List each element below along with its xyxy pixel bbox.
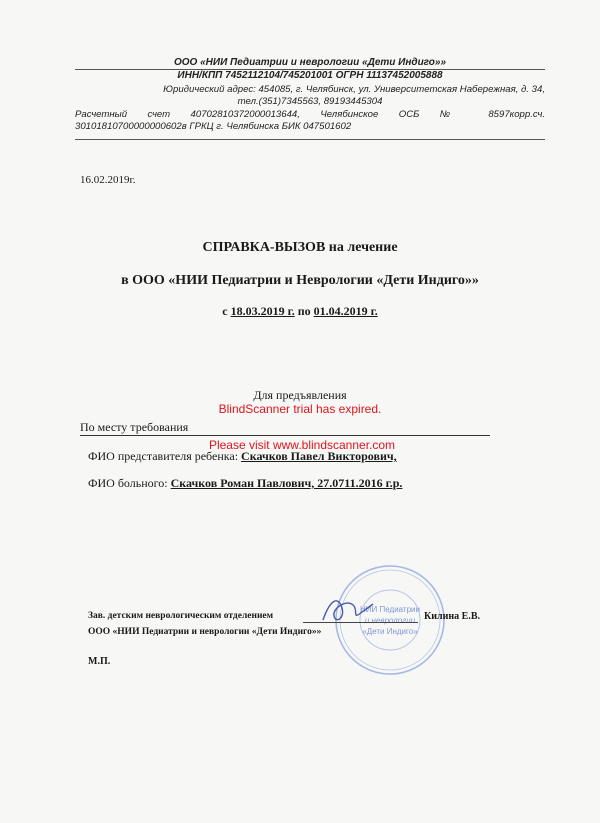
signature-line [303,622,418,623]
handwritten-signature [318,590,378,630]
patient-value: Скачков Роман Павлович, 27.0711.2016 г.р. [170,476,403,490]
document-title-org: в ООО «НИИ Педиатрии и Неврологии «Дети Индиго»» [121,273,479,288]
signer-position: Зав. детским неврологическим отделением [88,611,274,621]
period-to-label: по [297,304,311,318]
patient-field [88,476,402,491]
document-title: СПРАВКА-ВЫЗОВ на лечение [202,240,398,255]
header-bank: 30101810700000000602в ГРКЦ г. Челябинска БИК 047501602 [75,121,352,132]
header-bottom-divider [75,139,545,140]
representative-field [88,449,397,464]
treatment-period [0,304,600,319]
header-address: Юридический адрес: 454085, г. Челябинск, ул. Университетская Набережная, д. 34, [163,84,545,95]
watermark-url: Please visit www.blindscanner.com [208,438,396,452]
presentation-label: Для предъявления [253,388,347,402]
watermark-expired: BlindScanner trial has expired. [218,402,382,416]
stamp-text-bottom: «Дети Индиго» [362,627,418,636]
period-to-date: 01.04.2019 г. [313,304,378,318]
signer-name: Килина Е.В. [424,611,480,622]
stamp-text-mid: и неврологии [364,616,416,625]
period-from-label: с [222,304,228,318]
header-account: Расчетный счет 40702810372000013644, Челябинское ОСБ № 8597корр.сч. [75,109,545,120]
signer-organization: ООО «НИИ Педиатрии и неврологии «Дети Индиго»» [88,627,322,637]
header-phone: тел.(351)7345563, 89193445304 [237,96,383,107]
representative-value: Скачков Павел Викторович, [241,449,397,463]
stamp-place-label: М.П. [88,656,111,667]
presentation-place: По месту требования [80,420,490,436]
header-org-name: ООО «НИИ Педиатрии и неврологии «Дети Индиго»» [173,57,447,68]
header-inn: ИНН/КПП 7452112104/745201001 ОГРН 11137452005888 [177,70,443,81]
stamp-text-top: НИИ Педиатрии [360,605,420,614]
period-from-date: 18.03.2019 г. [230,304,295,318]
representative-label: ФИО представителя ребенка: [88,449,239,463]
document-date: 16.02.2019г. [80,174,136,186]
patient-label: ФИО больного: [88,476,168,490]
